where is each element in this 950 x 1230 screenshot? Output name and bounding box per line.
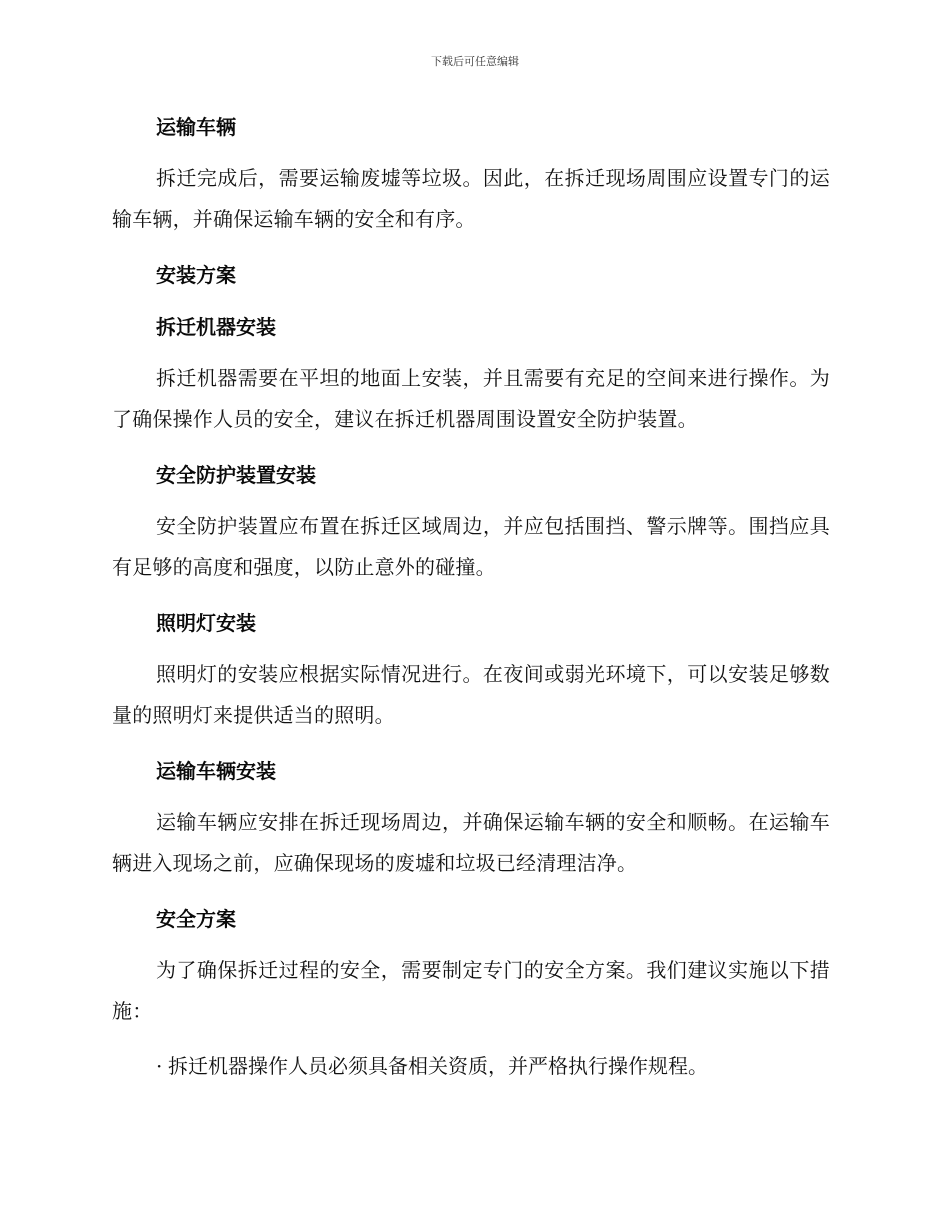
heading-machine-install: 拆迁机器安装: [156, 315, 276, 339]
paragraph-safety-device-install: 安全防护装置应布置在拆迁区域周边，并应包括围挡、警示牌等。围挡应具有足够的高度和强度，以防止意外的碰撞。: [112, 514, 830, 579]
list-item: [156, 1046, 830, 1087]
paragraph-machine-install: 拆迁机器需要在平坦的地面上安装，并且需要有充足的空间来进行操作。为了确保操作人员的安全，建议在拆迁机器周围设置安全防护装置。: [112, 366, 830, 431]
paragraph-lighting-install: 照明灯的安装应根据实际情况进行。在夜间或弱光环境下，可以安装足够数量的照明灯来提供适当的照明。: [112, 662, 830, 727]
document-body: [112, 110, 830, 1087]
paragraph-vehicle-install: 运输车辆应安排在拆迁现场周边，并确保运输车辆的安全和顺畅。在运输车辆进入现场之前，应确保现场的废墟和垃圾已经清理洁净。: [112, 810, 830, 875]
paragraph-transport-vehicles: 拆迁完成后，需要运输废墟等垃圾。因此，在拆迁现场周围应设置专门的运输车辆，并确保运输车辆的安全和有序。: [112, 166, 830, 231]
heading-install-plan: 安装方案: [156, 263, 236, 287]
paragraph-safety-plan: 为了确保拆迁过程的安全，需要制定专门的安全方案。我们建议实施以下措施：: [112, 958, 830, 1023]
heading-transport-vehicles: 运输车辆: [156, 115, 236, 139]
list-item-text: 拆迁机器操作人员必须具备相关资质，并严格执行操作规程。: [168, 1054, 708, 1078]
heading-lighting-install: 照明灯安装: [156, 611, 256, 635]
bullet-marker: ·: [156, 1054, 163, 1078]
heading-safety-device-install: 安全防护装置安装: [156, 463, 316, 487]
page-header: 下载后可任意编辑: [431, 55, 519, 68]
heading-vehicle-install: 运输车辆安装: [156, 759, 276, 783]
heading-safety-plan: 安全方案: [156, 907, 236, 931]
